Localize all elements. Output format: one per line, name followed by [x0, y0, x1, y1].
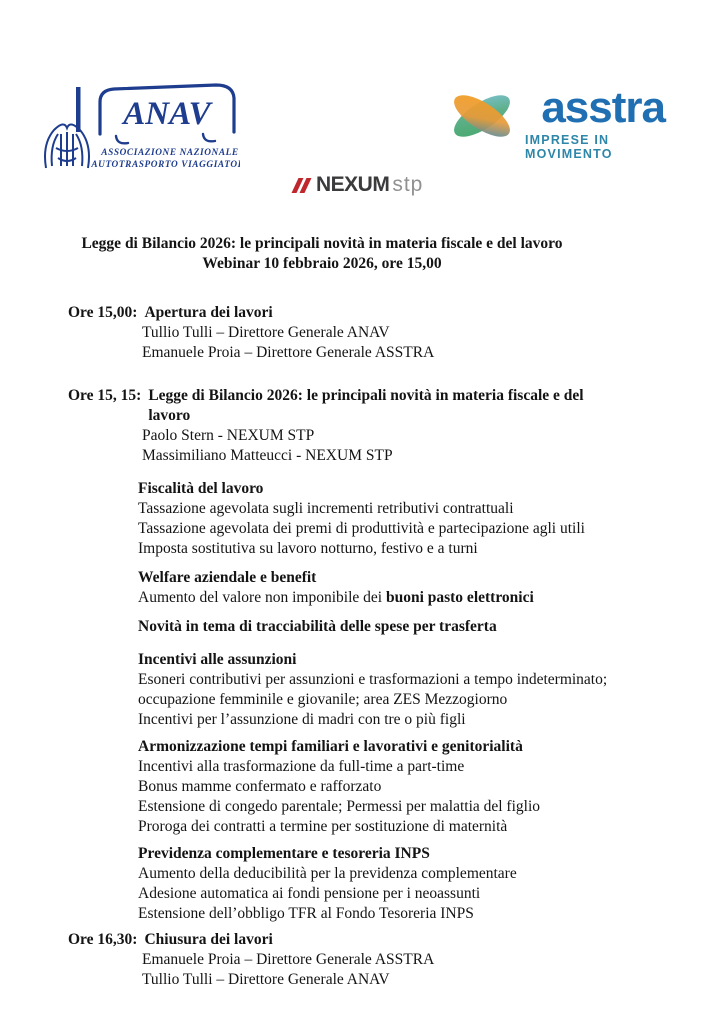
section-time: Ore 15, 15:: [68, 387, 142, 404]
agenda: [68, 303, 613, 990]
topic-item: Aumento della deducibilità per la previdenza complementare: [138, 865, 517, 882]
topic-item: [138, 588, 613, 608]
anav-bus-icon: [40, 82, 240, 174]
section-time: Ore 15,00:: [68, 304, 138, 321]
speaker-line: Emanuele Proia – Direttore Generale ASSTRA: [142, 951, 435, 968]
topic-heading: Incentivi alle assunzioni: [138, 651, 297, 668]
flagpole-icon: [76, 87, 81, 132]
section-title: Apertura dei lavori: [144, 304, 273, 321]
nexum-wordmark: NEXUM: [316, 173, 390, 196]
speaker-line: Paolo Stern - NEXUM STP: [142, 427, 315, 444]
agenda-section-legge-bilancio: [68, 386, 613, 924]
anav-subtitle-line2: AUTOTRASPORTO VIAGGIATORI: [91, 160, 240, 170]
asstra-logo: [443, 83, 665, 161]
agenda-section-apertura: [68, 303, 613, 363]
anav-logo: [40, 82, 240, 174]
asstra-tagline: IMPRESE IN MOVIMENTO: [525, 133, 613, 161]
asstra-swoosh-icon: [443, 84, 521, 148]
section-time: Ore 16,30:: [68, 931, 138, 948]
topic-item: Incentivi alla trasformazione da full-time a part-time: [138, 758, 465, 775]
item-text: Aumento del valore non imponibile dei: [138, 589, 386, 606]
section-title: Legge di Bilancio 2026: le principali novità in materia fiscale e del lavoro: [148, 387, 584, 424]
topic-item: Estensione di congedo parentale; Permessi per malattia del figlio: [138, 798, 541, 815]
section-heading: [68, 386, 613, 426]
anav-subtitle-line1: ASSOCIAZIONE NAZIONALE: [101, 148, 239, 158]
topic-item: occupazione femminile e giovanile; area ZES Mezzogiorno: [138, 691, 508, 708]
anav-wordmark: ANAV: [123, 96, 211, 132]
speaker-line: Massimiliano Matteucci - NEXUM STP: [142, 447, 393, 464]
nexum-slashes-icon: [295, 178, 311, 193]
nexum-logo: [295, 172, 423, 198]
topic-item: Adesione automatica ai fondi pensione per i neoassunti: [138, 885, 481, 902]
section-heading: [68, 303, 613, 323]
confindustria-eagle-icon: [45, 124, 89, 168]
topic-item: Incentivi per l’assunzione di madri con tre o più figli: [138, 711, 466, 728]
topic-incentivi-assunzioni: [68, 650, 613, 730]
title-line-2: Webinar 10 febbraio 2026, ore 15,00: [202, 255, 442, 272]
topic-heading: Welfare aziendale e benefit: [138, 569, 317, 586]
topic-item: Bonus mamme confermato e rafforzato: [138, 778, 382, 795]
topic-heading: Novità in tema di tracciabilità delle spese per trasferta: [138, 618, 497, 635]
topic-welfare: [68, 568, 613, 608]
section-heading: [68, 930, 613, 950]
topic-heading: Armonizzazione tempi familiari e lavorativi e genitorialità: [138, 738, 523, 755]
topic-previdenza: [68, 844, 613, 924]
topic-item: Tassazione agevolata sugli incrementi retributivi contrattuali: [138, 500, 514, 517]
speaker-line: Tullio Tulli – Direttore Generale ANAV: [142, 971, 390, 988]
speaker-line: Tullio Tulli – Direttore Generale ANAV: [142, 324, 390, 341]
item-bold-text: buoni pasto elettronici: [385, 589, 534, 606]
topic-heading: Previdenza complementare e tesoreria INPS: [138, 845, 430, 862]
nexum-stp-suffix: stp: [392, 173, 424, 196]
topic-fiscalita: [68, 479, 613, 559]
speaker-line: Emanuele Proia – Direttore Generale ASSTRA: [142, 344, 435, 361]
topic-item: Estensione dell’obbligo TFR al Fondo Tesoreria INPS: [138, 905, 474, 922]
asstra-wordmark: asstra: [541, 83, 665, 132]
topic-item: Proroga dei contratti a termine per sostituzione di maternità: [138, 818, 508, 835]
topic-item: Esoneri contributivi per assunzioni e trasformazioni a tempo indeterminato;: [138, 671, 608, 688]
topic-item: Imposta sostitutiva su lavoro notturno, festivo e a turni: [138, 540, 478, 557]
topic-heading: Fiscalità del lavoro: [138, 480, 264, 497]
document-title: [68, 234, 576, 274]
title-line-1: Legge di Bilancio 2026: le principali novità in materia fiscale e del lavoro: [81, 235, 563, 252]
topic-tracciabilita: [68, 617, 613, 637]
topic-armonizzazione: [68, 737, 613, 837]
asstra-text-block: [525, 83, 665, 161]
topic-item: Tassazione agevolata dei premi di produttività e partecipazione agli utili: [138, 520, 585, 537]
section-title: Chiusura dei lavori: [144, 931, 273, 948]
agenda-section-chiusura: [68, 930, 613, 990]
